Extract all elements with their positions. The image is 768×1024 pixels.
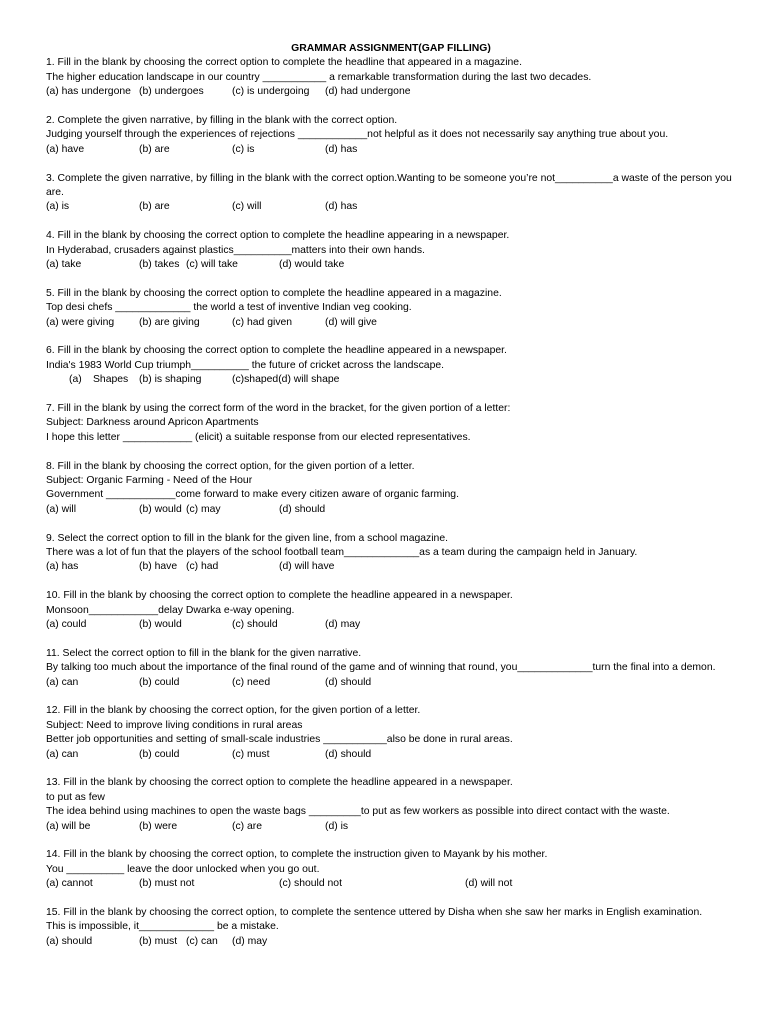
question-prompt: 1. Fill in the blank by choosing the correct option to complete the headline that appeared in a magazine. — [46, 57, 522, 69]
answer-option: (b) is shaping — [139, 374, 202, 386]
answer-option: (c) must — [232, 748, 270, 760]
option-row — [46, 258, 736, 272]
question-2 — [46, 114, 736, 157]
question-line: Better job opportunities and setting of small-scale industries ___________also be done in rural areas. — [46, 734, 513, 746]
answer-option: (a) will — [46, 503, 77, 515]
answer-option: (c) can — [186, 935, 218, 947]
question-line: Subject: Need to improve living conditions in rural areas — [46, 719, 303, 731]
answer-option: (b) are — [139, 143, 170, 155]
question-12 — [46, 704, 736, 762]
question-line: In Hyderabad, crusaders against plastics__________matters into their own hands. — [46, 244, 425, 256]
answer-option: (b) must — [139, 935, 178, 947]
question-1 — [46, 56, 736, 99]
answer-option: (d) may — [325, 618, 361, 630]
answer-option: (c) should — [232, 618, 278, 630]
question-prompt: 6. Fill in the blank by choosing the correct option to complete the headline appeared in a newspaper. — [46, 345, 507, 357]
answer-option: (b) must not — [139, 878, 195, 890]
answer-option: (a) — [69, 374, 82, 386]
page-title: GRAMMAR ASSIGNMENT(GAP FILLING) — [291, 43, 491, 54]
option-row — [46, 200, 736, 214]
answer-option: (c)shaped(d) will shape — [232, 374, 340, 386]
question-11 — [46, 647, 736, 690]
answer-option: (c) need — [232, 676, 271, 688]
question-3 — [46, 172, 736, 215]
answer-option: (a) can — [46, 748, 79, 760]
answer-option: (a) cannot — [46, 878, 93, 890]
option-row — [46, 618, 736, 632]
answer-option: (d) will have — [279, 561, 335, 573]
question-line: This is impossible, it_____________ be a mistake. — [46, 921, 279, 933]
question-line: Government ____________come forward to make every citizen aware of organic farming. — [46, 489, 459, 501]
question-10 — [46, 589, 736, 632]
answer-option: (c) had given — [232, 316, 293, 328]
answer-option: (d) has — [325, 201, 358, 213]
question-6 — [46, 344, 736, 387]
answer-option: (c) is undergoing — [232, 86, 310, 98]
question-line: Monsoon____________delay Dwarka e-way opening. — [46, 604, 295, 616]
answer-option: (b) takes — [139, 259, 180, 270]
question-prompt: 7. Fill in the blank by using the correct form of the word in the bracket, for the given portion of a letter: — [46, 402, 511, 414]
answer-option: (c) will take — [186, 259, 238, 270]
question-prompt: 5. Fill in the blank by choosing the correct option to complete the headline appeared in a magazine. — [46, 287, 502, 299]
answer-option: (b) could — [139, 676, 180, 688]
question-prompt: 8. Fill in the blank by choosing the correct option, for the given portion of a letter. — [46, 460, 415, 472]
option-row — [46, 877, 736, 891]
answer-option: (c) will — [232, 201, 262, 213]
answer-option: (d) will not — [465, 878, 513, 890]
answer-option: (d) has — [325, 143, 358, 155]
question-prompt: 4. Fill in the blank by choosing the correct option to complete the headline appearing in a newspaper. — [46, 230, 510, 242]
question-prompt: 13. Fill in the blank by choosing the correct option to complete the headline appeared in a newspaper. — [46, 777, 513, 789]
option-row — [46, 820, 736, 834]
question-prompt: 2. Complete the given narrative, by filling in the blank with the correct option. — [46, 115, 398, 126]
question-prompt: 10. Fill in the blank by choosing the correct option to complete the headline appeared in a newspaper. — [46, 590, 513, 602]
question-prompt: 14. Fill in the blank by choosing the correct option, to complete the instruction given to Mayank by his mother. — [46, 849, 548, 861]
answer-option: Shapes — [93, 374, 129, 386]
option-row — [46, 676, 736, 690]
question-prompt: 12. Fill in the blank by choosing the correct option, for the given portion of a letter. — [46, 705, 421, 717]
option-row — [46, 560, 736, 574]
question-prompt: 9. Select the correct option to fill in the blank for the given line, from a school magazine. — [46, 532, 448, 544]
question-list — [46, 56, 736, 949]
answer-option: (d) should — [325, 676, 372, 688]
option-row — [46, 935, 736, 949]
answer-option: (a) could — [46, 618, 87, 630]
answer-option: (c) is — [232, 143, 255, 155]
answer-option: (a) should — [46, 935, 93, 947]
question-line: Subject: Darkness around Apricon Apartments — [46, 417, 259, 429]
answer-option: (c) had — [186, 561, 219, 573]
option-row — [46, 316, 736, 330]
assignment-page — [46, 42, 736, 964]
option-row — [46, 503, 736, 517]
question-14 — [46, 848, 736, 891]
answer-option: (d) would take — [279, 259, 345, 270]
question-line: Judging yourself through the experiences of rejections ____________not helpful as it does not necessarily say anything true about you. — [46, 129, 669, 141]
question-5 — [46, 287, 736, 330]
question-line: Top desi chefs _____________ the world a test of inventive Indian veg cooking. — [46, 302, 412, 314]
answer-option: (c) may — [186, 503, 221, 515]
option-row — [46, 143, 736, 157]
answer-option: (d) will give — [325, 316, 377, 328]
answer-option: (b) were — [139, 820, 178, 832]
answer-option: (d) is — [325, 820, 349, 832]
answer-option: (a) has undergone — [46, 86, 131, 98]
question-line: The idea behind using machines to open the waste bags _________to put as few workers as possible into direct contact with the waste. — [46, 806, 670, 818]
answer-option: (d) should — [325, 748, 372, 760]
answer-option: (a) have — [46, 143, 85, 155]
answer-option: (d) had undergone — [325, 86, 411, 98]
question-line: By talking too much about the importance of the final round of the game and of winning that round, you_____________turn the final into a demon. — [46, 662, 716, 674]
question-13 — [46, 776, 736, 834]
answer-option: (c) are — [232, 820, 263, 832]
answer-option: (a) were giving — [46, 316, 115, 328]
answer-option: (b) undergoes — [139, 86, 204, 98]
question-line: There was a lot of fun that the players of the school football team_____________as a team during the campaign held in January. — [46, 546, 638, 558]
answer-option: (a) has — [46, 561, 79, 573]
question-4 — [46, 229, 736, 272]
answer-option: (b) could — [139, 748, 180, 760]
option-row — [46, 373, 736, 387]
option-row — [46, 748, 736, 762]
answer-option: (b) would — [139, 503, 182, 515]
question-8 — [46, 460, 736, 518]
question-9 — [46, 532, 736, 575]
question-line: India's 1983 World Cup triumph__________ the future of cricket across the landscape. — [46, 359, 445, 371]
answer-option: (a) can — [46, 676, 79, 688]
answer-option: (b) are — [139, 201, 170, 213]
answer-option: (c) should not — [279, 878, 342, 890]
question-15 — [46, 906, 736, 949]
answer-option: (d) should — [279, 503, 326, 515]
answer-option: (b) have — [139, 561, 178, 573]
answer-option: (a) take — [46, 259, 82, 270]
question-line: The higher education landscape in our country ___________ a remarkable transformation during the last two decades. — [46, 71, 592, 83]
question-prompt: 11. Select the correct option to fill in the blank for the given narrative. — [46, 647, 362, 659]
question-line: to put as few — [46, 791, 105, 803]
question-prompt: 3. Complete the given narrative, by filling in the blank with the correct option.Wanting to be someone you’re not__________a waste of the person you are. — [46, 172, 732, 198]
question-prompt: 15. Fill in the blank by choosing the correct option, to complete the sentence uttered by Disha when she saw her marks in English examination. — [46, 906, 703, 918]
option-row — [46, 85, 736, 99]
answer-option: (b) would — [139, 618, 182, 630]
answer-option: (d) may — [232, 935, 268, 947]
answer-option: (a) will be — [46, 820, 91, 832]
question-line: I hope this letter ____________ (elicit) a suitable response from our elected representatives. — [46, 431, 471, 443]
question-line: Subject: Organic Farming - Need of the Hour — [46, 474, 253, 486]
question-line: You __________ leave the door unlocked when you go out. — [46, 863, 320, 875]
answer-option: (b) are giving — [139, 316, 200, 328]
answer-option: (a) is — [46, 201, 70, 213]
question-7 — [46, 402, 736, 445]
